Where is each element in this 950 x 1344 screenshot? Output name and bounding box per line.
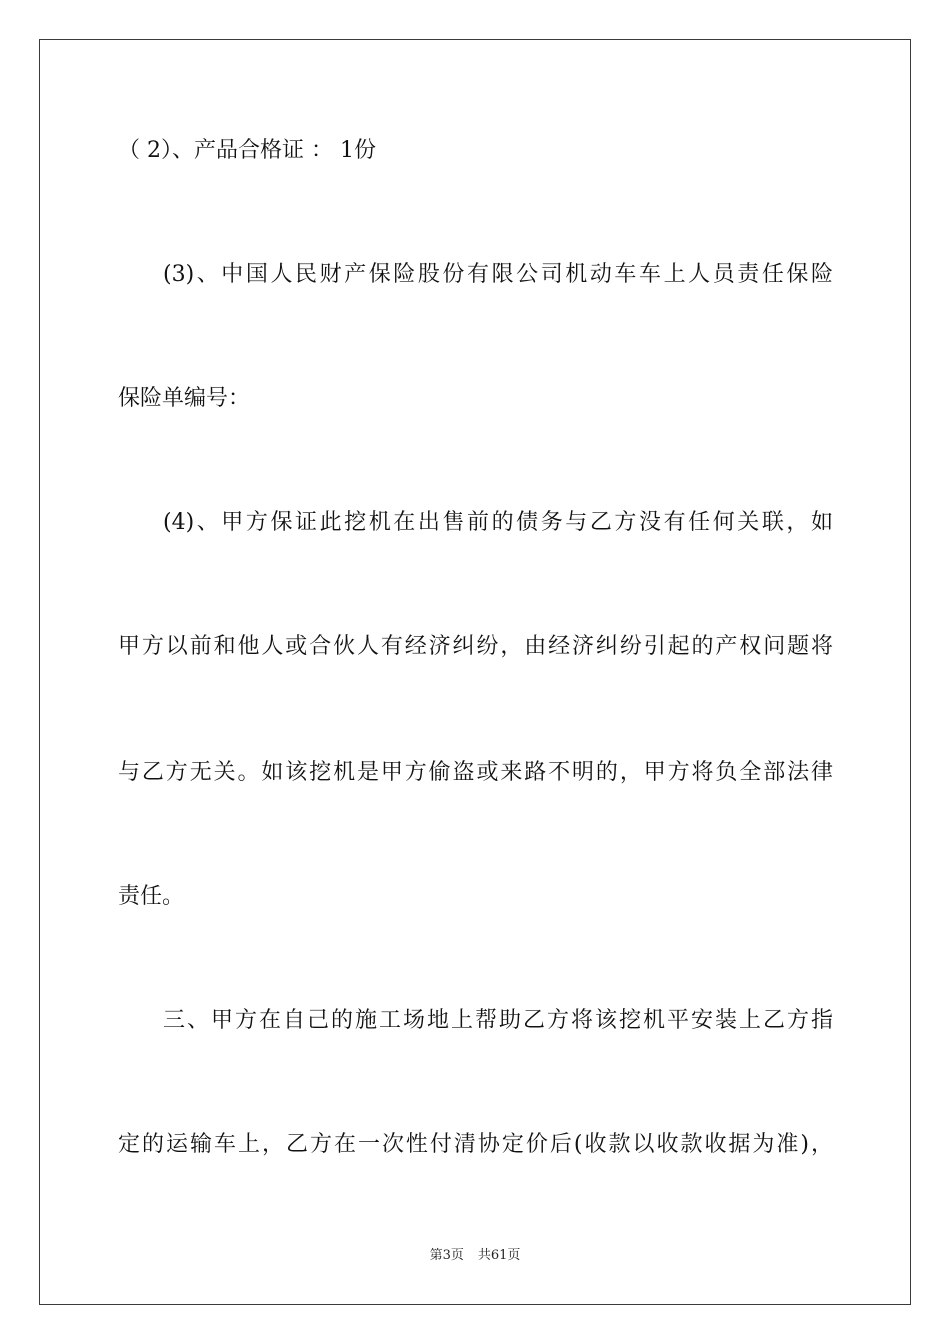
text-line-5: 甲方以前和他人或合伙人有经济纠纷，由经济纠纷引起的产权问题将: [118, 634, 833, 659]
text-line-1: （ 2）、产品合格证 ： 1份: [118, 138, 376, 163]
page-number: 第3页: [429, 1248, 464, 1263]
text-line-6: 与乙方无关。如该挖机是甲方偷盗或来路不明的，甲方将负全部法律: [118, 760, 833, 785]
text-line-2: (3)、中国人民财产保险股份有限公司机动车车上人员责任保险: [163, 262, 833, 287]
page-footer: [0, 1247, 950, 1265]
text-line-9: 定的运输车上，乙方在一次性付清协定价后(收款以收款收据为准)，: [118, 1132, 833, 1157]
text-line-8: 三、甲方在自己的施工场地上帮助乙方将该挖机平安装上乙方指: [163, 1008, 833, 1033]
page-border: [39, 39, 911, 1305]
page-total: 共61页: [477, 1248, 521, 1263]
text-line-3: 保险单编号：: [118, 386, 251, 411]
text-line-7: 责任。: [118, 884, 185, 909]
text-line-4: (4)、甲方保证此挖机在出售前的债务与乙方没有任何关联，如: [163, 510, 833, 535]
